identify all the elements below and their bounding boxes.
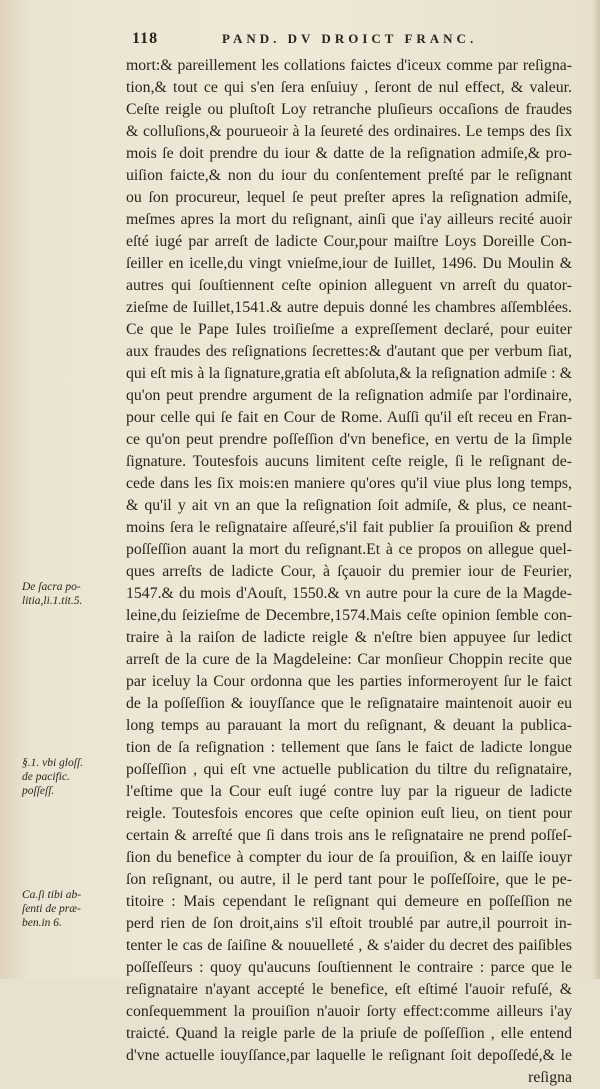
text-line: & colluſions,& pourueoir à la ſeureté des ordinaires. Le temps des ſix — [126, 123, 572, 140]
text-line: conſequemment la prouiſion n'auoir ſorty effect:comme ailleurs i'ay — [126, 1003, 572, 1020]
text-line: zieſme de Iuillet,1541.& autre depuis donné les chambres aſſemblées. — [126, 299, 572, 316]
text-line: arreſt de la cure de la Magdeleine: Car monſieur Choppin recite que — [126, 651, 572, 668]
text-line: par iceluy la Cour ordonna que les parties informeroyent ſur le faict — [126, 673, 572, 690]
text-line: leine,du ſeizieſme de Decembre,1574.Mais ceſte opinion ſemble con- — [126, 607, 572, 624]
text-line: reigle. Toutesfois encores que ceſte opinion euſt lieu, on tient pour — [126, 805, 572, 822]
page-edge-shadow — [592, 0, 600, 979]
text-line: traicté. Quand la reigle parle de la priuſe de poſſeſſion , elle entend — [126, 1025, 572, 1042]
text-line: ou ſon procureur, lequel ſe peut preſter apres la reſignation admiſe, — [126, 189, 572, 206]
text-line: d'vne actuelle iouyſſance,par laquelle le reſignant ſoit depoſſedé,& le — [126, 1047, 572, 1064]
margin-note-pacific-possess — [22, 756, 122, 798]
margin-note-line: Ca.ſi tibi ab- — [22, 889, 82, 901]
text-line: l'eſtime que la Cour euſt iugé contre luy par la rigueur de ladicte — [126, 783, 572, 800]
text-line: 1547.& du mois d'Aouſt, 1550.& vn autre pour la cure de la Magde- — [126, 585, 572, 602]
text-line: de la poſſeſſion & iouyſſance que le reſignataire maintenoit auoir eu — [126, 695, 572, 712]
text-line: autres qui ſouſtiennent ceſte opinion alleguent vn arreſt du quator- — [126, 277, 572, 294]
margin-note-line: litia,li.1.tit.5. — [22, 595, 83, 607]
text-line: titoire : Mais cependant le reſignant qui demeure en poſſeſſion ne — [126, 893, 572, 910]
margin-note-line: ben.in 6. — [22, 917, 62, 929]
text-line: tenter le cas de ſaiſine & nouuelleté , & s'aider du decret des paiſibles — [126, 937, 572, 954]
text-line: long temps au parauant la mort du reſignant, & deuant la publica- — [126, 717, 572, 734]
text-line: mort:& pareillement les collations faictes d'iceux comme par reſigna- — [126, 57, 572, 74]
text-line: ce qu'on peut prendre poſſeſſion d'vn benefice, en vertu de la ſimple — [126, 431, 572, 448]
text-line: perd rien de ſon droit,ains s'il eſtoit troublé par autre,il pourroit in- — [126, 915, 572, 932]
running-title: PAND. DV DROICT FRANC. — [222, 31, 478, 46]
text-line: Ceſte reigle ou pluſtoſt Loy retranche pluſieurs occaſions de fraudes — [126, 101, 572, 118]
text-line: tion de ſa reſignation : tellement que ſans le faict de ladicte longue — [126, 739, 572, 756]
margin-note-line: De ſacra po- — [22, 581, 81, 593]
text-line: meſmes apres la mort du reſignant, ainſi que i'ay ailleurs recité auoir — [126, 211, 572, 228]
text-line: cede dans les ſix mois:en maniere qu'ores qu'il viue plus long temps, — [126, 475, 572, 492]
margin-note-si-tibi-absenti — [22, 888, 122, 930]
text-line: & qu'il y ait vn an que la reſignation ſoit admiſe, & plus, ce neant- — [126, 497, 572, 514]
text-line: moins ſera le reſignataire aſſeuré,s'il fait publier ſa prouiſion & prend — [126, 519, 572, 536]
text-line: reſignataire n'ayant accepté le benefice, eſt eſtimé l'auoir refuſé, & — [126, 981, 572, 998]
text-line: Ce que le Pape Iules troiſieſme a expreſſement declaré, pour euiter — [126, 321, 572, 338]
text-line: pour celle qui ſe fait en Cour de Rome. Auſſi qu'il eſt receu en Fran- — [126, 409, 572, 426]
text-line: qu'on peut prendre argument de la reſignation admiſe par l'ordinaire, — [126, 387, 572, 404]
margin-note-line: §.1. vbi gloſſ. — [22, 757, 84, 769]
text-line: ſion du benefice à compter du iour de ſa prouiſion, & en laiſſe iouyr — [126, 849, 572, 866]
text-line: traire à la raiſon de ladicte reigle & n'eſtre bien appuyee ſur ledict — [126, 629, 572, 646]
text-line: ſignature. Toutesfois aucuns limitent ceſte reigle, ſi le reſignant de- — [126, 453, 572, 470]
text-line: ques arreſts de ladicte Cour, à ſçauoir du premier iour de Feurier, — [126, 563, 572, 580]
text-line: mois ſe doit prendre du iour & datte de la reſignation admiſe,& pro- — [126, 145, 572, 162]
running-head — [132, 30, 570, 52]
text-line: aux fraudes des reſignations ſecrettes:& d'autant que per verbum ſiat, — [126, 343, 572, 360]
text-line: uiſion faicte,& non du iour du conſentement preſté par le reſignant — [126, 167, 572, 184]
text-line: ſon reſignant, ou autre, il le perd tant pour le poſſeſſoire, que le pe- — [126, 871, 572, 888]
text-line: poſſeſſion auant la mort du reſignant.Et à ce propos on allegue quel- — [126, 541, 572, 558]
text-line: eſté iugé par arreſt de ladicte Cour,pour maiſtre Loys Doreille Con- — [126, 233, 572, 250]
text-line: ſeiller en icelle,du vingt vnieſme,iour de Iuillet, 1496. Du Moulin & — [126, 255, 572, 272]
margin-note-sacra-politia — [22, 580, 122, 608]
text-line: certain & arreſté que ſi dans trois ans le reſignataire ne prend poſſeſ- — [126, 827, 572, 844]
page-number: 118 — [132, 30, 159, 47]
text-line: poſſeſſeurs : quoy qu'aucuns ſouſtiennent le contraire : parce que le — [126, 959, 572, 976]
margin-note-line: ſenti de præ- — [22, 903, 81, 915]
margin-note-line: de pacific. — [22, 771, 70, 783]
margin-note-line: poſſeſſ. — [22, 785, 55, 797]
text-line: tion,& tout ce qui s'en ſera enſuiuy , ſeront de nul effect, & valeur. — [126, 79, 572, 96]
body-text — [126, 55, 572, 1089]
text-line: poſſeſſion , qui eſt vne actuelle publication du tiltre du reſignataire, — [126, 761, 572, 778]
text-line: reſigna — [528, 1069, 572, 1086]
text-line: qui eſt mis à la ſignature,gratia eſt abſoluta,& la reſignation admiſe : & — [126, 365, 572, 382]
